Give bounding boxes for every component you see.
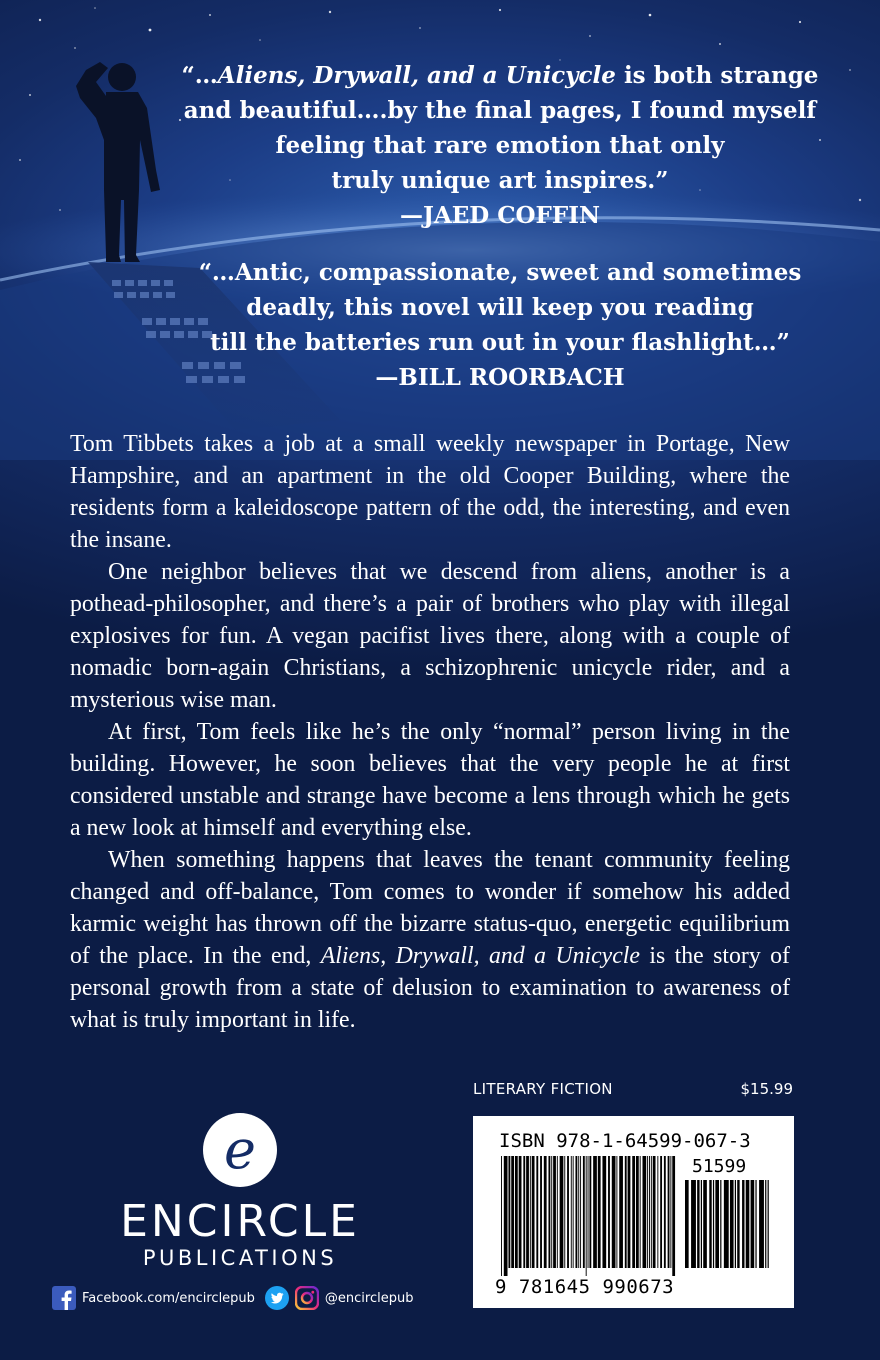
barcode-bar <box>625 1156 627 1268</box>
barcode-bar <box>548 1156 550 1268</box>
barcode-bar <box>508 1156 510 1268</box>
barcode-bar <box>668 1156 670 1268</box>
barcode-bar <box>602 1156 606 1268</box>
barcode-bar <box>553 1156 556 1268</box>
book-title-italic: Aliens, Drywall, and a Unicycle <box>320 943 640 969</box>
barcode-bar <box>586 1156 587 1276</box>
barcode-bar <box>583 1156 585 1268</box>
barcode-bar <box>598 1156 601 1268</box>
quote-1-line-2: and beautiful….by the final pages, I found myself <box>183 97 817 124</box>
barcode-bar <box>580 1156 581 1268</box>
barcode-bar <box>530 1156 531 1268</box>
price-addon-number: 51599 <box>692 1156 747 1177</box>
barcode-bar <box>742 1180 744 1268</box>
barcode-bar <box>651 1156 652 1268</box>
twitter-icon[interactable] <box>265 1286 289 1310</box>
barcode-bar <box>567 1156 569 1268</box>
barcode-bar <box>720 1180 721 1268</box>
addon-barcode-bars <box>685 1180 770 1276</box>
social-links <box>52 1286 413 1310</box>
barcode-bar <box>703 1180 707 1268</box>
barcode-bar <box>640 1156 641 1268</box>
quote-2-attribution: —BILL ROORBACH <box>375 364 625 391</box>
barcode-bar <box>504 1156 508 1276</box>
publisher-subtitle: PUBLICATIONS <box>142 1246 338 1270</box>
barcode-bar <box>564 1156 565 1268</box>
barcode-bar <box>737 1180 739 1268</box>
barcode-bar <box>759 1180 764 1268</box>
barcode-bar <box>519 1156 522 1268</box>
barcode-bar <box>768 1180 769 1268</box>
barcode-bar <box>578 1156 579 1268</box>
quote-2-line-1: “…Antic, compassionate, sweet and sometimes <box>198 259 802 286</box>
barcode-bar <box>619 1156 623 1268</box>
review-quote-2 <box>160 255 840 395</box>
facebook-icon[interactable] <box>52 1286 76 1310</box>
barcode-bar <box>765 1180 766 1268</box>
description-paragraph-4: When something happens that leaves the tenant community feeling changed and off-balance, Tom comes to wonder if somehow his added karmic weight has thrown off the bizarre status-quo, energetic equilibrium of the place. In the end, Aliens, Drywall, and a Unicycle is the story of personal growth from a state of delusion to examination to awareness of what is truly important in life. <box>70 847 790 1033</box>
barcode-bar <box>653 1156 656 1268</box>
social-handle[interactable]: @encirclepub <box>324 1290 414 1306</box>
instagram-icon[interactable] <box>295 1286 319 1310</box>
barcode-bar <box>724 1180 729 1268</box>
barcode-bar <box>660 1156 662 1268</box>
barcode-bar <box>589 1156 591 1268</box>
barcode-bar <box>685 1180 689 1268</box>
facebook-link[interactable]: Facebook.com/encirclepub <box>82 1290 255 1306</box>
barcode-bar <box>664 1156 666 1268</box>
barcode-bar <box>532 1156 535 1268</box>
isbn-barcode <box>473 1116 794 1308</box>
barcode-bar <box>571 1156 572 1268</box>
description-paragraph-2: One neighbor believes that we descend from aliens, another is a pothead-philosopher, and there’s a pair of brothers who play with illegal explosives for fun. A vegan pacifist lives there, along with a couple of nomadic born-again Christians, a schizophrenic unicycle rider, and a mysterious wise man. <box>70 559 790 713</box>
barcode-bar <box>636 1156 639 1268</box>
genre-label: LITERARY FICTION <box>473 1080 613 1098</box>
barcode-bar <box>670 1156 671 1268</box>
barcode-bar <box>526 1156 529 1268</box>
quote-1-line-4: truly unique art inspires.” <box>331 167 669 194</box>
barcode-bar <box>511 1156 514 1268</box>
barcode-bar <box>713 1180 714 1268</box>
barcode-bar <box>628 1156 631 1268</box>
review-quote-1 <box>160 58 840 233</box>
barcode-bar <box>501 1156 502 1276</box>
barcode-bar <box>557 1156 558 1268</box>
price-label: $15.99 <box>740 1080 793 1098</box>
barcode-bar <box>697 1180 699 1268</box>
barcode-bars <box>501 1156 676 1276</box>
ean-number: 9 781645 990673 <box>495 1276 675 1298</box>
description-paragraph-3: At first, Tom feels like he’s the only “normal” person living in the building. However, he soon believes that the very people he at first considered unstable and strange have become a lens through which he gets a new look at himself and everything else. <box>70 719 790 841</box>
barcode-bar <box>647 1156 648 1268</box>
barcode-bar <box>755 1180 756 1268</box>
svg-text:e: e <box>224 1118 256 1181</box>
barcode-bar <box>649 1156 650 1268</box>
barcode-bar <box>573 1156 574 1268</box>
barcode-bar <box>588 1156 589 1268</box>
quote-1-attribution: —JAED COFFIN <box>400 202 600 229</box>
description-paragraph-1: Tom Tibbets takes a job at a small weekly newspaper in Portage, New Hampshire, and an apartment in the old Cooper Building, where the residents form a kaleidoscope pattern of the odd, the interesting, and even the insane. <box>70 431 790 553</box>
barcode-bar <box>735 1180 736 1268</box>
encircle-logo-icon <box>200 1110 280 1190</box>
book-description <box>70 428 790 1036</box>
barcode-bar <box>515 1156 518 1268</box>
barcode-bar <box>709 1180 711 1268</box>
quote-1-line-3: feeling that rare emotion that only <box>275 132 725 159</box>
barcode-bar <box>691 1180 696 1268</box>
isbn-number: ISBN 978-1-64599-067-3 <box>499 1130 751 1152</box>
barcode-bar <box>632 1156 635 1268</box>
barcode-bar <box>540 1156 542 1268</box>
barcode-bar <box>746 1180 750 1268</box>
publisher-name: ENCIRCLE <box>120 1196 360 1247</box>
barcode-bar <box>551 1156 552 1268</box>
barcode-bar <box>536 1156 538 1268</box>
barcode-bar <box>701 1180 702 1268</box>
barcode-bar <box>730 1180 734 1268</box>
barcode-bar <box>616 1156 617 1268</box>
quote-2-line-2: deadly, this novel will keep you reading <box>246 294 754 321</box>
barcode-bar <box>523 1156 525 1268</box>
barcode-bar <box>608 1156 610 1268</box>
barcode-bar <box>672 1156 675 1276</box>
barcode-bar <box>575 1156 577 1268</box>
barcode-bar <box>612 1156 616 1268</box>
barcode-bar <box>715 1180 719 1268</box>
barcode-bar <box>751 1180 755 1268</box>
barcode-bar <box>544 1156 547 1268</box>
barcode-bar <box>560 1156 564 1268</box>
quote-1-line-1: “…Aliens, Drywall, and a Unicycle is both strange <box>181 62 819 89</box>
barcode-bar <box>593 1156 597 1268</box>
barcode-bar <box>642 1156 646 1268</box>
barcode-bar <box>657 1156 658 1268</box>
quote-2-line-3: till the batteries run out in your flashlight…” <box>210 329 790 356</box>
